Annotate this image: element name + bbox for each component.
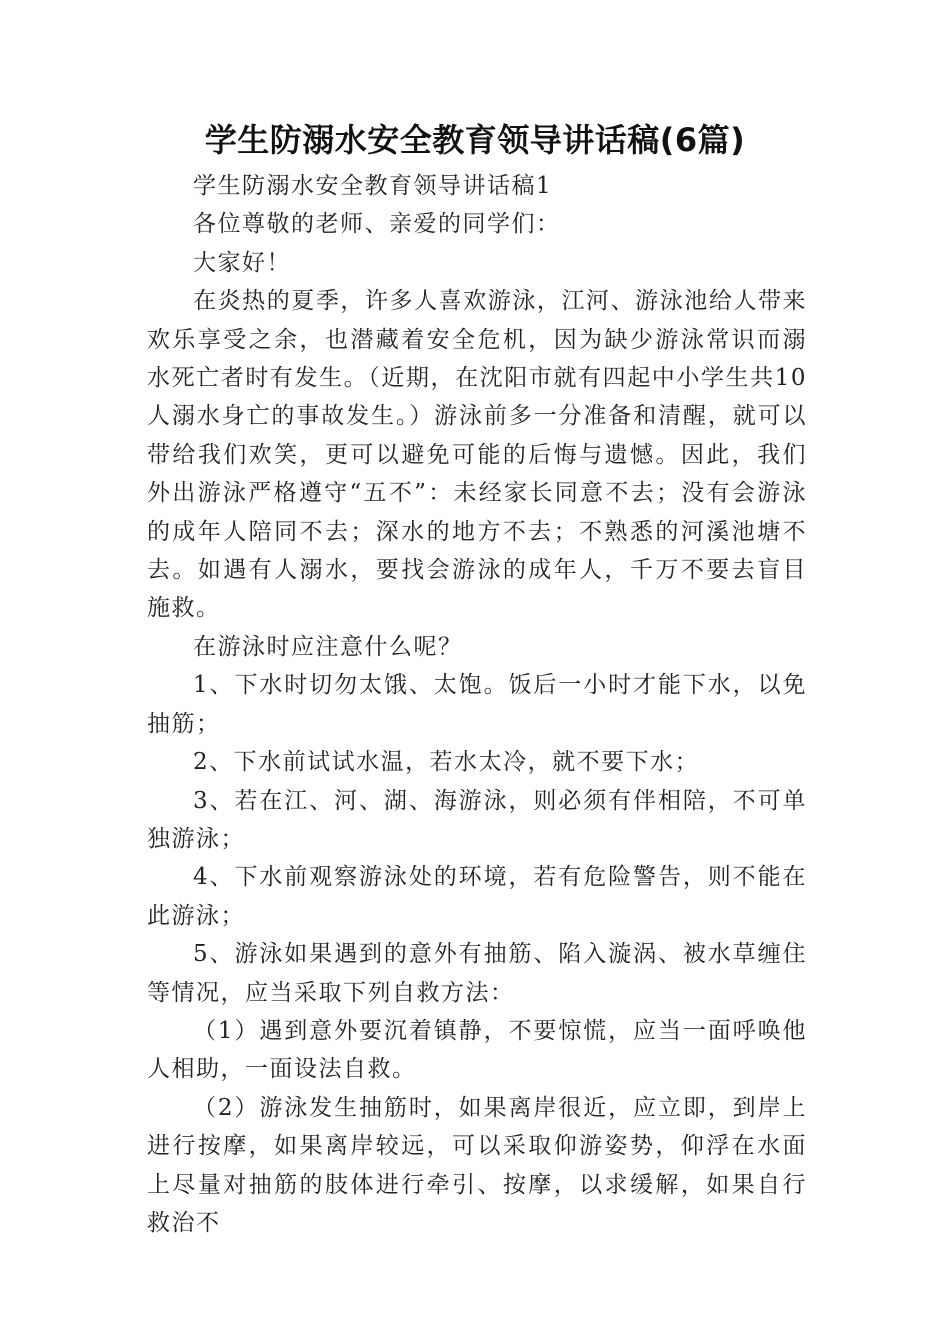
paragraph-item-3: 3、若在江、河、湖、海游泳，则必须有伴相陪，不可单独游泳；: [147, 787, 807, 852]
paragraph-salutation: 各位尊敬的老师、亲爱的同学们：: [193, 211, 561, 238]
document-body: [147, 167, 807, 1242]
paragraph-intro: 在炎热的夏季，许多人喜欢游泳，江河、游泳池给人带来欢乐享受之余，也潜藏着安全危机，因为缺少游泳常识而溺水死亡者时有发生。（近期，在沈阳市就有四起中小学生共10人溺水身亡的事故发生。）游泳前多一分准备和清醒，就可以带给我们欢笑，更可以避免可能的后悔与遗憾。因此，我们外出游泳严格遵守“五不”：未经家长同意不去；没有会游泳的成年人陪同不去；深水的地方不去；不熟悉的河溪池塘不去。如遇有人溺水，要找会游泳的成年人，千万不要去盲目施救。: [147, 288, 807, 622]
paragraph-question: 在游泳时应注意什么呢？: [193, 633, 463, 660]
document-title: 学生防溺水安全教育领导讲话稿(6篇): [204, 121, 746, 159]
paragraph-subtitle: 学生防溺水安全教育领导讲话稿1: [193, 173, 553, 199]
paragraph-item-1: 1、下水时切勿太饿、太饱。饭后一小时才能下水，以免抽筋；: [147, 672, 807, 737]
paragraph-item-2: 2、下水前试试水温，若水太冷，就不要下水；: [193, 749, 700, 776]
paragraph-subitem-2: （2）游泳发生抽筋时，如果离岸很近，应立即，到岸上进行按摩，如果离岸较远，可以采取仰游姿势，仰浮在水面上尽量对抽筋的肢体进行牵引、按摩，以求缓解，如果自行救治不: [147, 1094, 807, 1236]
paragraph-item-5: 5、游泳如果遇到的意外有抽筋、陷入漩涡、被水草缠住等情况，应当采取下列自救方法：: [147, 941, 807, 1006]
paragraph-item-4: 4、下水前观察游泳处的环境，若有危险警告，则不能在此游泳；: [147, 864, 807, 929]
paragraph-greeting: 大家好！: [193, 249, 291, 276]
paragraph-subitem-1: （1）遇到意外要沉着镇静，不要惊慌，应当一面呼唤他人相助，一面设法自救。: [147, 1017, 807, 1083]
